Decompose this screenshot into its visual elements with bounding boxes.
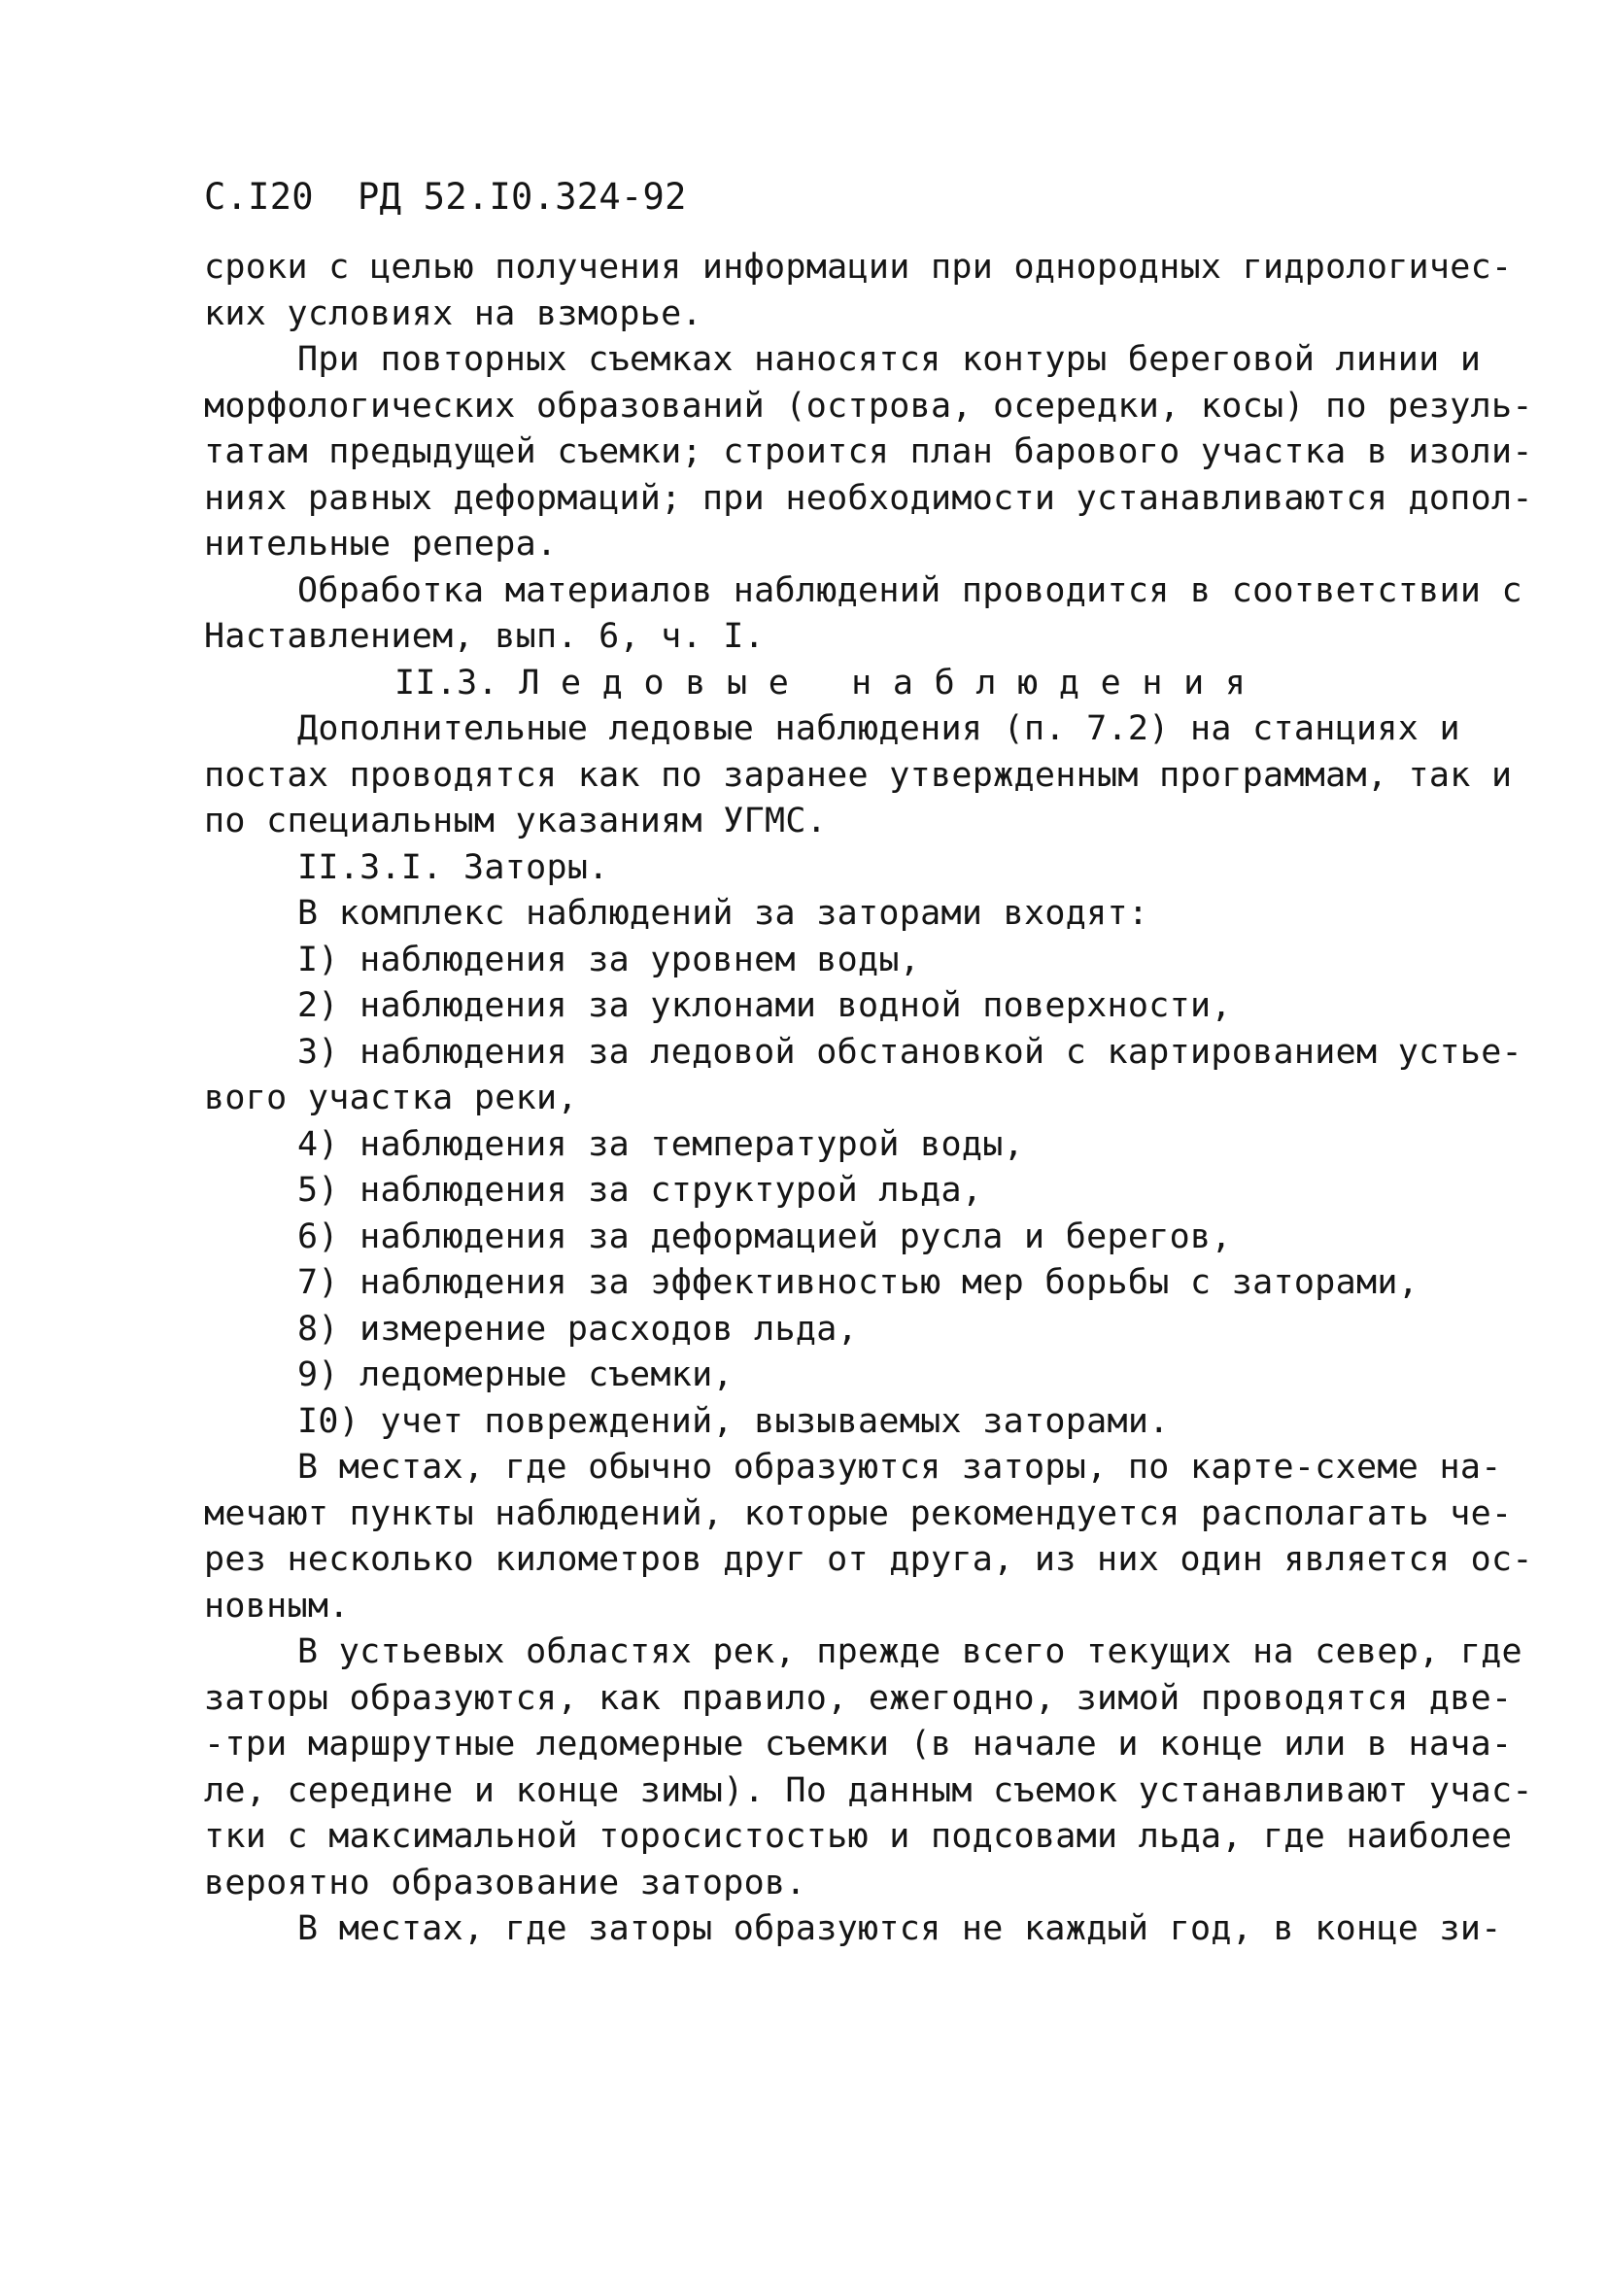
text-line: заторы образуются, как правило, ежегодно, зимой проводятся две- [204,1678,1513,1718]
list-item: 7) наблюдения за эффективностью мер борьбы с заторами, [297,1263,1419,1302]
list-item: 3) наблюдения за ледовой обстановкой с картированием устье- [297,1032,1522,1072]
paragraph-start: Обработка материалов наблюдений проводится в соответствии с [297,570,1522,610]
text-line: сроки с целью получения информации при однородных гидрологичес- [204,248,1513,287]
list-item: 6) наблюдения за деформацией русла и берегов, [297,1217,1232,1256]
text-line: мечают пункты наблюдений, которые рекомендуется располагать че- [204,1493,1513,1533]
text-line: татам предыдущей съемки; строится план барового участка в изоли- [204,432,1533,471]
list-item: I0) учет повреждений, вызываемых заторами. [297,1401,1170,1441]
paragraph-start: В местах, где обычно образуются заторы, по карте-схеме на- [297,1448,1502,1487]
list-item: 4) наблюдения за температурой воды, [297,1124,1025,1164]
text-line: вероятно образование заторов. [204,1863,806,1902]
page-header: С.I20 РД 52.I0.324-92 [204,176,687,218]
text-line: тки с максимальной торосистостью и подсовами льда, где наиболее [204,1817,1513,1856]
text-line: новным. [204,1586,350,1626]
list-item-continuation: вого участка реки, [204,1079,578,1117]
list-item: 2) наблюдения за уклонами водной поверхности, [297,986,1232,1025]
paragraph-start: В местах, где заторы образуются не каждый год, в конце зи- [297,1909,1502,1948]
list-item: 8) измерение расходов льда, [297,1309,859,1349]
subsection-heading: II.3.I. Заторы. [297,847,609,887]
section-heading: II.3. Л е д о в ы е н а б л ю д е н и я [394,663,1247,703]
text-line: постах проводятся как по заранее утвержденным программам, так и [204,755,1513,795]
text-line: Наставлением, вып. 6, ч. I. [204,617,766,656]
text-line: ле, середине и конце зимы). По данным съемок устанавливают учас- [204,1770,1533,1810]
text-line: ких условиях на взморье. [204,293,702,333]
paragraph-start: В комплекс наблюдений за заторами входят: [297,894,1149,933]
paragraph-start: Дополнительные ледовые наблюдения (п. 7.2) на станциях и [297,709,1460,748]
list-item: I) наблюдения за уровнем воды, [297,940,921,979]
document-body [204,245,1533,1953]
list-item: 9) ледомерные съемки, [297,1355,734,1394]
paragraph-start: При повторных съемках наносятся контуры береговой линии и [297,340,1482,379]
text-line: рез несколько километров друг от друга, из них один является ос- [204,1540,1533,1579]
text-line: нительные репера. [204,525,558,564]
text-line: -три маршрутные ледомерные съемки (в начале и конце или в нача- [204,1725,1513,1764]
text-line: морфологических образований (острова, осередки, косы) по резуль- [204,386,1533,426]
text-line: ниях равных деформаций; при необходимости устанавливаются допол- [204,478,1533,518]
list-item: 5) наблюдения за структурой льда, [297,1171,983,1210]
text-line: по специальным указаниям УГМС. [204,802,828,840]
paragraph-start: В устьевых областях рек, прежде всего текущих на север, где [297,1632,1522,1671]
